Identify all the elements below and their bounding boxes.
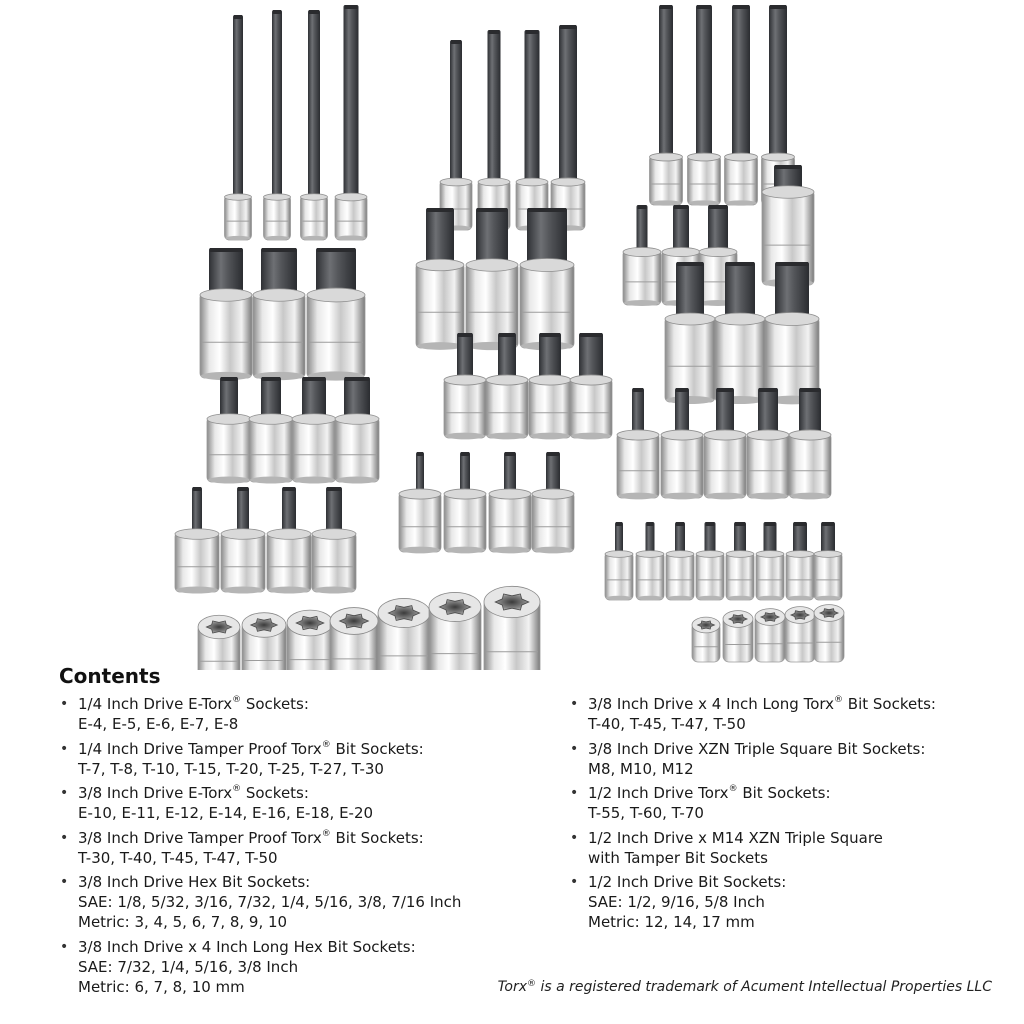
- contents-item-sizes: T-40, T-45, T-47, T-50: [588, 715, 746, 733]
- contents-item-heading: [588, 872, 1000, 892]
- contents-item-sizes: Metric: 6, 7, 8, 10 mm: [78, 977, 245, 996]
- bullet-icon: •: [570, 696, 579, 712]
- heading-text-suffix: Sockets:: [241, 695, 309, 713]
- contents-item: [60, 783, 530, 823]
- contents-list-right: [570, 694, 1000, 937]
- contents-item: [60, 694, 530, 734]
- hex-bit-socket: [399, 452, 441, 553]
- heading-text: 3/8 Inch Drive Hex Bit Sockets:: [78, 873, 311, 891]
- torx-bit-socket: [661, 388, 703, 499]
- registered-mark: ®: [321, 739, 331, 750]
- bullet-icon: •: [60, 938, 69, 955]
- contents-item: [60, 828, 530, 868]
- heading-text: 1/2 Inch Drive Torx: [588, 784, 729, 802]
- long-torx-bit-socket: [725, 5, 758, 206]
- contents-item-heading: [78, 872, 530, 892]
- tamper-torx-bit-socket: [605, 522, 633, 600]
- heading-text-suffix: Bit Sockets:: [330, 739, 424, 758]
- triple-square-bit-socket: [623, 205, 661, 306]
- torx-bit-socket: [747, 388, 789, 499]
- long-hex-bit-socket: [440, 40, 472, 231]
- tamper-torx-bit-socket: [666, 522, 694, 600]
- tamper-torx-bit-socket: [175, 487, 219, 594]
- contents-item-sizes: with Tamper Bit Sockets: [588, 848, 768, 867]
- registered-mark: ®: [527, 979, 537, 989]
- long-hex-bit-socket: [516, 30, 548, 231]
- long-hex-bit-socket: [551, 25, 585, 231]
- contents-item-sizes: E-10, E-11, E-12, E-14, E-16, E-18, E-20: [78, 804, 374, 822]
- contents-item-sizes: SAE: 7/32, 1/4, 5/16, 3/8 Inch: [78, 957, 299, 976]
- long-torx-bit-socket: [650, 5, 683, 206]
- tamper-torx-bit-socket: [726, 522, 754, 600]
- contents-item-sizes: SAE: 1/8, 5/32, 3/16, 7/32, 1/4, 5/16, 3/8, 7/16 Inch: [78, 893, 462, 911]
- bullet-icon: •: [570, 740, 579, 757]
- torx-bit-socket: [789, 388, 831, 499]
- registered-mark: ®: [232, 695, 242, 705]
- heading-text: 3/8 Inch Drive x 4 Inch Long Hex Bit Sockets:: [78, 937, 416, 956]
- heading-text: 3/8 Inch Drive Tamper Proof Torx: [78, 828, 322, 847]
- e-torx-socket: [378, 598, 430, 670]
- contents-item: [570, 872, 1000, 932]
- long-hex-bit-socket: [335, 5, 367, 241]
- trademark-note: [498, 979, 992, 995]
- heading-text-suffix: Bit Sockets:: [737, 784, 831, 802]
- bullet-icon: •: [60, 829, 69, 846]
- contents-item-heading: [78, 828, 530, 848]
- torx-bit-socket: [617, 388, 659, 499]
- tamper-torx-bit-socket: [221, 487, 265, 594]
- heading-text: 3/8 Inch Drive x 4 Inch Long Torx: [588, 695, 835, 713]
- e-torx-socket: [429, 592, 481, 670]
- tamper-torx-bit-socket: [267, 487, 311, 594]
- hex-bit-socket: [532, 452, 574, 553]
- heading-text-suffix: Bit Sockets:: [843, 695, 936, 713]
- contents-item: [60, 739, 530, 779]
- long-hex-bit-socket: [264, 10, 291, 240]
- e-torx-socket: [723, 611, 753, 662]
- socket-set: [175, 5, 844, 670]
- half-inch-hex-bit-socket: [253, 248, 305, 380]
- tamper-torx-bit-socket: [786, 522, 814, 600]
- long-hex-bit-socket: [225, 15, 252, 240]
- contents-item-sizes: T-55, T-60, T-70: [588, 804, 704, 822]
- bullet-icon: •: [60, 696, 69, 712]
- heading-text-suffix: Sockets:: [241, 784, 309, 802]
- contents-item: [570, 828, 1000, 868]
- e-torx-socket: [785, 607, 815, 662]
- registered-mark: ®: [728, 784, 738, 794]
- contents-item-heading: [588, 739, 1000, 759]
- long-hex-bit-socket: [301, 10, 328, 240]
- heading-text-suffix: Bit Sockets:: [330, 828, 424, 847]
- contents-item: [60, 872, 530, 932]
- heading-text: 1/4 Inch Drive E-Torx: [78, 695, 233, 713]
- e-torx-socket: [814, 605, 844, 662]
- heading-text: 1/4 Inch Drive Tamper Proof Torx: [78, 739, 322, 758]
- contents-item: [570, 783, 1000, 823]
- contents-item-heading: [78, 937, 530, 957]
- heading-text: 3/8 Inch Drive E-Torx: [78, 784, 233, 802]
- registered-mark: ®: [834, 695, 844, 705]
- e-torx-socket: [484, 586, 540, 670]
- e-torx-socket: [242, 613, 286, 670]
- contents-item-heading: [588, 694, 1000, 714]
- contents-item-heading: [78, 783, 530, 803]
- registered-mark: ®: [232, 784, 242, 794]
- contents-item: [570, 694, 1000, 734]
- hex-bit-socket: [444, 452, 486, 553]
- trademark-text: is a registered trademark of Acument Intellectual Properties LLC: [536, 979, 992, 995]
- contents-item-sizes: E-4, E-5, E-6, E-7, E-8: [78, 715, 239, 733]
- hex-bit-socket: [249, 377, 293, 484]
- hex-bit-socket: [489, 452, 531, 553]
- registered-mark: ®: [321, 828, 331, 839]
- tamper-torx-bit-socket: [814, 522, 842, 600]
- contents-item-sizes: M8, M10, M12: [588, 759, 694, 778]
- contents-item: [60, 937, 530, 997]
- bullet-icon: •: [570, 829, 579, 846]
- tamper-torx-bit-socket: [312, 487, 356, 594]
- contents-item-sizes: SAE: 1/2, 9/16, 5/8 Inch: [588, 893, 765, 911]
- contents-item-sizes: Metric: 3, 4, 5, 6, 7, 8, 9, 10: [78, 913, 288, 931]
- e-torx-socket: [755, 609, 785, 662]
- hex-bit-socket: [570, 333, 612, 439]
- trademark-brand: Torx: [497, 979, 528, 995]
- tamper-torx-bit-socket: [696, 522, 724, 600]
- long-hex-bit-socket: [478, 30, 510, 231]
- hex-bit-socket: [292, 377, 336, 484]
- half-inch-hex-bit-socket: [200, 248, 252, 380]
- bullet-icon: •: [570, 785, 579, 801]
- e-torx-socket: [198, 615, 240, 670]
- bullet-icon: •: [60, 785, 69, 801]
- hex-bit-socket: [335, 377, 379, 484]
- heading-text: 3/8 Inch Drive XZN Triple Square Bit Sockets:: [588, 739, 926, 758]
- contents-item: [570, 739, 1000, 779]
- half-inch-hex-bit-socket: [520, 208, 574, 350]
- contents-item-heading: [588, 828, 1000, 848]
- e-torx-socket: [692, 617, 720, 662]
- contents-list-left: [60, 694, 530, 1001]
- contents-item-heading: [78, 694, 530, 714]
- contents-item-sizes: T-7, T-8, T-10, T-15, T-20, T-25, T-27, T-30: [78, 759, 384, 778]
- bullet-icon: •: [570, 874, 579, 890]
- long-torx-bit-socket: [688, 5, 721, 206]
- torx-bit-socket: [704, 388, 746, 499]
- tamper-torx-bit-socket: [756, 522, 784, 600]
- contents-item-sizes: T-30, T-40, T-45, T-47, T-50: [78, 848, 278, 867]
- tamper-torx-bit-socket: [636, 522, 664, 600]
- e-torx-socket: [287, 610, 333, 670]
- contents-item-heading: [588, 783, 1000, 803]
- half-inch-hex-bit-socket: [307, 248, 365, 381]
- bullet-icon: •: [60, 874, 69, 890]
- contents-item-sizes: Metric: 12, 14, 17 mm: [588, 913, 755, 931]
- heading-text: 1/2 Inch Drive Bit Sockets:: [588, 873, 787, 891]
- bullet-icon: •: [60, 740, 69, 757]
- hex-bit-socket: [207, 377, 251, 484]
- contents-item-heading: [78, 739, 530, 759]
- heading-text: 1/2 Inch Drive x M14 XZN Triple Square: [588, 828, 883, 847]
- contents-title: Contents: [59, 664, 161, 688]
- e-torx-socket: [330, 608, 378, 670]
- half-inch-hex-bit-socket: [466, 208, 518, 350]
